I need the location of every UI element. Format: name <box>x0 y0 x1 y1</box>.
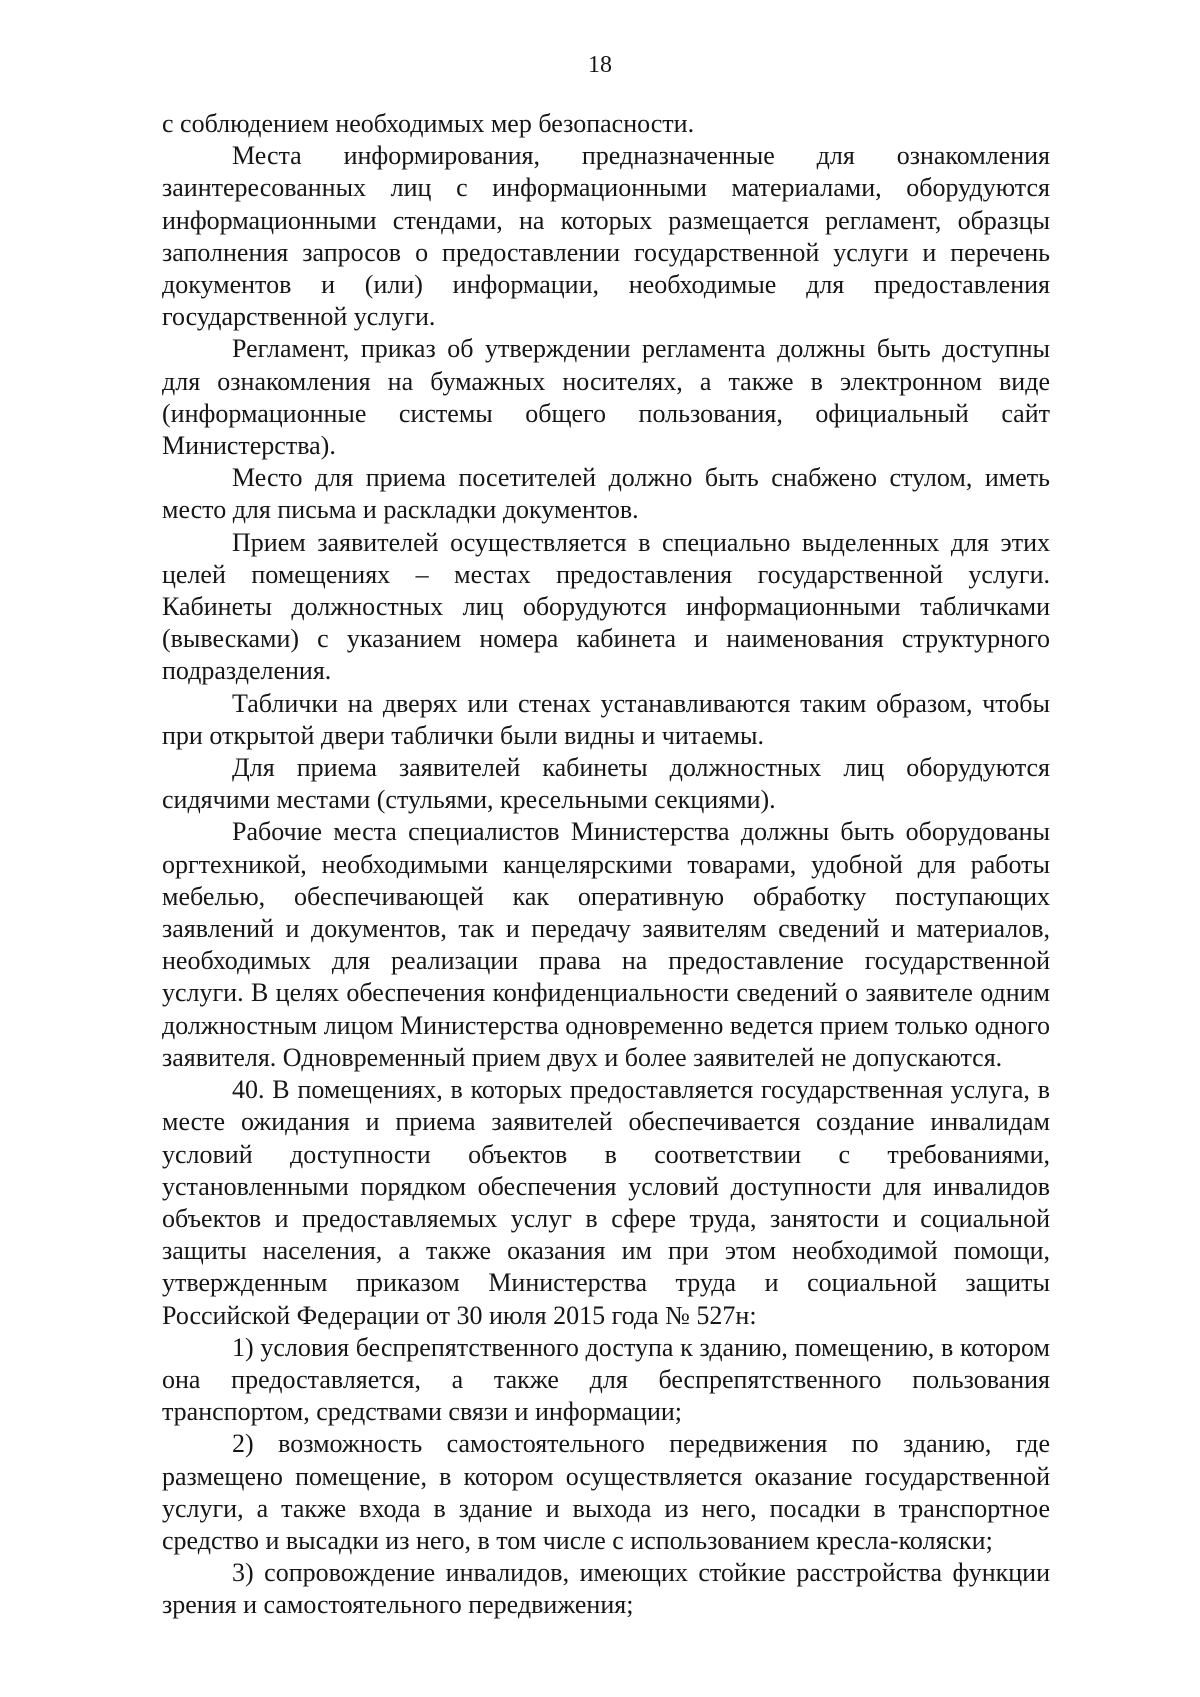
paragraph: Место для приема посетителей должно быть снабжено стулом, иметь место для письма и раскладки документов. <box>162 463 1050 525</box>
list-item: 1) условия беспрепятственного доступа к зданию, помещению, в котором она предоставляется, а также для беспрепятственного пользования транспортом, средствами связи и информации; <box>162 1332 1050 1427</box>
list-item: 3) сопровождение инвалидов, имеющих стойкие расстройства функции зрения и самостоятельного передвижения; <box>162 1558 1050 1620</box>
paragraph: 40. В помещениях, в которых предоставляется государственная услуга, в месте ожидания и приема заявителей обеспечивается создание инвалидам условий доступности объектов в соответствии с требованиями, установленными порядком обеспечения условий доступности для инвалидов объектов и предоставляемых услуг в сфере труда, занятости и социальной защиты населения, а также оказания им при этом необходимой помощи, утвержденным приказом Министерства труда и социальной защиты Российской Федерации от 30 июля 2015 года № 527н: <box>162 1075 1050 1330</box>
paragraph: Для приема заявителей кабинеты должностных лиц оборудуются сидячими местами (стульями, кресельными секциями). <box>162 753 1050 815</box>
page-number: 18 <box>588 52 612 78</box>
paragraph: Регламент, приказ об утверждении регламента должны быть доступны для ознакомления на бумажных носителях, а также в электронном виде (информационные системы общего пользования, официальный сайт Министерства). <box>162 334 1050 461</box>
paragraph: с соблюдением необходимых мер безопасности. <box>162 109 695 138</box>
paragraph: Места информирования, предназначенные для ознакомления заинтересованных лиц с информационными материалами, оборудуются информационными стендами, на которых размещается регламент, образцы заполнения запросов о предоставлении государственной услуги и перечень документов и (или) информации, необходимые для предоставления государственной услуги. <box>162 141 1050 332</box>
list-item: 2) возможность самостоятельного передвижения по зданию, где размещено помещение, в котором осуществляется оказание государственной услуги, а также входа в здание и выхода из него, посадки в транспортное средство и высадки из него, в том числе с использованием кресла-коляски; <box>162 1429 1050 1555</box>
paragraph: Таблички на дверях или стенах устанавливаются таким образом, чтобы при открытой двери таблички были видны и читаемы. <box>162 688 1050 750</box>
paragraph: Рабочие места специалистов Министерства должны быть оборудованы оргтехникой, необходимыми канцелярскими товарами, удобной для работы мебелью, обеспечивающей как оперативную обработку поступающих заявлений и документов, так и передачу заявителям сведений и материалов, необходимых для реализации права на предоставление государственной услуги. В целях обеспечения конфиденциальности сведений о заявителе одним должностным лицом Министерства одновременно ведется прием только одного заявителя. Одновременный прием двух и более заявителей не допускаются. <box>162 817 1050 1072</box>
document-body <box>162 108 1050 1622</box>
paragraph: Прием заявителей осуществляется в специально выделенных для этих целей помещениях – местах предоставления государственной услуги. Кабинеты должностных лиц оборудуются информационными табличками (вывесками) с указанием номера кабинета и наименования структурного подразделения. <box>162 527 1050 686</box>
